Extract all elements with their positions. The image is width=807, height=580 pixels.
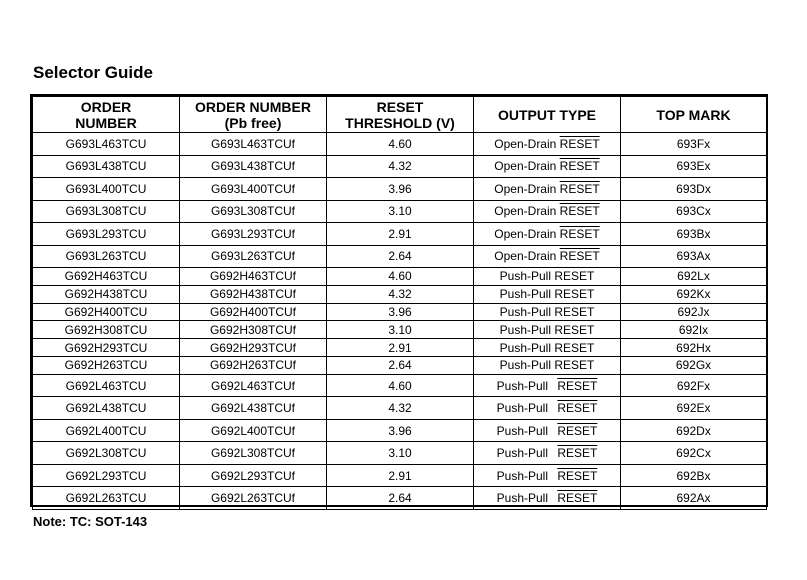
output-type-reset-signal: RESET [557,446,598,461]
output-type-reset-signal: RESET [559,136,600,151]
output-type-prefix: Push-Pull [499,304,551,319]
reset-threshold-cell: 2.64 [327,245,474,268]
order-number-cell: G692L438TCU [33,397,180,420]
output-type-prefix: Push-Pull [499,287,551,302]
header-order-number-pb-line1: ORDER NUMBER [195,98,311,115]
top-mark-cell: 692Kx [621,285,767,303]
output-type-prefix: Push-Pull [496,401,548,416]
order-number-pb-free-cell: G693L400TCUf [180,178,327,201]
output-type-reset-signal: RESET [554,287,595,302]
order-number-cell: G692L463TCU [33,374,180,397]
output-type-reset-signal: RESET [557,401,598,416]
table-row [33,374,767,397]
order-number-cell: G693L293TCU [33,223,180,246]
output-type-cell [474,487,621,510]
order-number-pb-free-cell: G693L293TCUf [180,223,327,246]
table-row [33,200,767,223]
table-row [33,442,767,465]
order-number-cell: G693L400TCU [33,178,180,201]
reset-threshold-cell: 4.60 [327,374,474,397]
output-type-reset-signal: RESET [554,358,595,373]
output-type-cell [474,285,621,303]
order-number-pb-free-cell: G692H263TCUf [180,356,327,374]
order-number-cell: G692L400TCU [33,419,180,442]
top-mark-cell: 693Ax [621,245,767,268]
output-type-cell [474,419,621,442]
order-number-cell: G692H293TCU [33,339,180,357]
order-number-cell: G692H438TCU [33,285,180,303]
order-number-cell: G693L463TCU [33,133,180,156]
reset-threshold-cell: 4.60 [327,268,474,286]
output-type-cell [474,321,621,339]
output-type-prefix: Push-Pull [499,269,551,284]
order-number-cell: G692H400TCU [33,303,180,321]
order-number-pb-free-cell: G693L463TCUf [180,133,327,156]
output-type-reset-signal: RESET [554,340,595,355]
output-type-prefix: Push-Pull [496,378,548,393]
order-number-pb-free-cell: G693L438TCUf [180,155,327,178]
order-number-cell: G692H463TCU [33,268,180,286]
output-type-prefix: Open-Drain [494,181,557,196]
order-number-pb-free-cell: G692L438TCUf [180,397,327,420]
output-type-prefix: Open-Drain [494,159,557,174]
order-number-cell: G693L308TCU [33,200,180,223]
table-row [33,268,767,286]
table-row [33,339,767,357]
header-reset-threshold-line1: RESET [376,98,424,115]
output-type-prefix: Open-Drain [494,226,557,241]
table-row [33,397,767,420]
reset-threshold-cell: 4.32 [327,285,474,303]
reset-threshold-cell: 2.64 [327,356,474,374]
order-number-pb-free-cell: G693L308TCUf [180,200,327,223]
order-number-pb-free-cell: G692L293TCUf [180,464,327,487]
order-number-pb-free-cell: G692L463TCUf [180,374,327,397]
table-row [33,285,767,303]
output-type-cell [474,339,621,357]
output-type-cell [474,200,621,223]
output-type-reset-signal: RESET [559,181,600,196]
page-title: Selector Guide [33,63,153,82]
table-row [33,419,767,442]
top-mark-cell: 692Jx [621,303,767,321]
reset-threshold-cell: 2.91 [327,464,474,487]
output-type-prefix: Push-Pull [499,358,551,373]
table-row [33,223,767,246]
top-mark-cell: 693Ex [621,155,767,178]
order-number-cell: G692L263TCU [33,487,180,510]
header-order-number-line1: ORDER [80,98,132,115]
reset-threshold-cell: 2.64 [327,487,474,510]
output-type-reset-signal: RESET [559,204,600,219]
top-mark-cell: 692Gx [621,356,767,374]
table-row [33,133,767,156]
output-type-reset-signal: RESET [554,269,595,284]
output-type-prefix: Open-Drain [494,249,557,264]
order-number-cell: G692H263TCU [33,356,180,374]
order-number-pb-free-cell: G692L400TCUf [180,419,327,442]
order-number-pb-free-cell: G693L263TCUf [180,245,327,268]
header-row [33,97,767,133]
output-type-prefix: Push-Pull [496,491,548,506]
table-row [33,178,767,201]
reset-threshold-cell: 3.96 [327,303,474,321]
output-type-cell [474,223,621,246]
top-mark-cell: 692Dx [621,419,767,442]
top-mark-cell: 692Lx [621,268,767,286]
output-type-cell [474,133,621,156]
top-mark-cell: 692Fx [621,374,767,397]
reset-threshold-cell: 4.32 [327,397,474,420]
table-row [33,356,767,374]
top-mark-cell: 692Ax [621,487,767,510]
reset-threshold-cell: 2.91 [327,339,474,357]
reset-threshold-cell: 3.10 [327,321,474,339]
order-number-cell: G692L293TCU [33,464,180,487]
table-body [33,133,767,510]
order-number-pb-free-cell: G692H293TCUf [180,339,327,357]
top-mark-cell: 692Ex [621,397,767,420]
table-row [33,321,767,339]
order-number-pb-free-cell: G692L308TCUf [180,442,327,465]
output-type-reset-signal: RESET [557,468,598,483]
reset-threshold-cell: 4.60 [327,133,474,156]
output-type-cell [474,397,621,420]
order-number-cell: G693L438TCU [33,155,180,178]
table-row [33,303,767,321]
reset-threshold-cell: 3.96 [327,178,474,201]
output-type-prefix: Open-Drain [494,136,557,151]
order-number-cell: G692L308TCU [33,442,180,465]
order-number-pb-free-cell: G692H308TCUf [180,321,327,339]
reset-threshold-cell: 3.96 [327,419,474,442]
top-mark-cell: 693Cx [621,200,767,223]
reset-threshold-cell: 2.91 [327,223,474,246]
output-type-cell [474,268,621,286]
output-type-prefix: Push-Pull [499,340,551,355]
selector-guide-table [32,96,767,510]
output-type-reset-signal: RESET [557,491,598,506]
table-row [33,464,767,487]
selector-guide-table-frame [30,94,768,507]
reset-threshold-cell: 3.10 [327,200,474,223]
output-type-prefix: Push-Pull [496,446,548,461]
header-order-number-pb-line2: (Pb free) [224,114,282,131]
output-type-cell [474,442,621,465]
header-reset-threshold-line2: THRESHOLD (V) [345,114,455,131]
output-type-reset-signal: RESET [559,249,600,264]
top-mark-cell: 692Hx [621,339,767,357]
output-type-reset-signal: RESET [557,423,598,438]
order-number-pb-free-cell: G692H400TCUf [180,303,327,321]
header-top-mark: TOP MARK [621,97,767,133]
order-number-pb-free-cell: G692H438TCUf [180,285,327,303]
order-number-pb-free-cell: G692L263TCUf [180,487,327,510]
header-order-number-line2: NUMBER [75,114,137,131]
reset-threshold-cell: 4.32 [327,155,474,178]
top-mark-cell: 692Bx [621,464,767,487]
top-mark-cell: 693Bx [621,223,767,246]
output-type-cell [474,178,621,201]
output-type-reset-signal: RESET [559,159,600,174]
top-mark-cell: 692Cx [621,442,767,465]
top-mark-cell: 692Ix [621,321,767,339]
output-type-prefix: Push-Pull [499,322,551,337]
table-row [33,155,767,178]
output-type-cell [474,245,621,268]
output-type-cell [474,303,621,321]
output-type-reset-signal: RESET [559,226,600,241]
table-row [33,245,767,268]
output-type-reset-signal: RESET [557,378,598,393]
output-type-reset-signal: RESET [554,322,595,337]
header-order-number [33,97,180,133]
output-type-cell [474,155,621,178]
package-note: Note: TC: SOT-143 [33,514,148,529]
reset-threshold-cell: 3.10 [327,442,474,465]
output-type-reset-signal: RESET [554,304,595,319]
output-type-cell [474,356,621,374]
output-type-cell [474,374,621,397]
output-type-cell [474,464,621,487]
output-type-prefix: Push-Pull [496,423,548,438]
top-mark-cell: 693Fx [621,133,767,156]
top-mark-cell: 693Dx [621,178,767,201]
order-number-cell: G693L263TCU [33,245,180,268]
table-row [33,487,767,510]
output-type-prefix: Push-Pull [496,468,548,483]
order-number-pb-free-cell: G692H463TCUf [180,268,327,286]
output-type-prefix: Open-Drain [494,204,557,219]
header-reset-threshold [327,97,474,133]
header-order-number-pb-free [180,97,327,133]
header-output-type: OUTPUT TYPE [474,97,621,133]
order-number-cell: G692H308TCU [33,321,180,339]
